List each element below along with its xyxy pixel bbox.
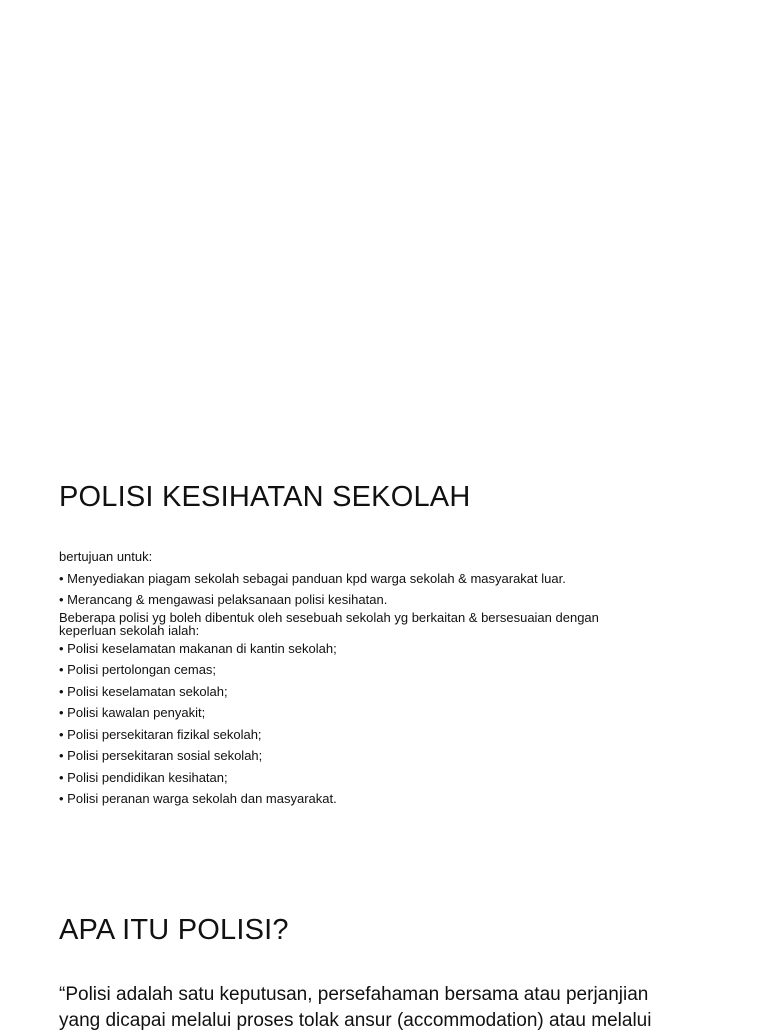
definition-quote <box>59 982 709 1034</box>
blank-slide <box>0 0 768 470</box>
list-item: • Merancang & mengawasi pelaksanaan polisi kesihatan. <box>59 589 719 611</box>
slide-title: APA ITU POLISI? <box>59 914 289 946</box>
list-item: • Polisi keselamatan sekolah; <box>59 681 719 703</box>
aims-list <box>59 568 719 611</box>
policies-list <box>59 638 719 810</box>
slide-body <box>59 546 719 810</box>
list-item: • Polisi persekitaran fizikal sekolah; <box>59 724 719 746</box>
list-item: • Polisi persekitaran sosial sekolah; <box>59 745 719 767</box>
quote-line: yang dicapai melalui proses tolak ansur (accommodation) atau melalui <box>59 1010 652 1031</box>
slide-title: POLISI KESIHATAN SEKOLAH <box>59 481 471 513</box>
list-item: • Menyediakan piagam sekolah sebagai panduan kpd warga sekolah & masyarakat luar. <box>59 568 719 590</box>
list-item: • Polisi peranan warga sekolah dan masyarakat. <box>59 788 719 810</box>
policies-intro-line: Beberapa polisi yg boleh dibentuk oleh sesebuah sekolah yg berkaitan & bersesuaian dengan <box>59 609 599 625</box>
list-item: • Polisi pendidikan kesihatan; <box>59 767 719 789</box>
list-item: • Polisi kawalan penyakit; <box>59 702 719 724</box>
intro-text: bertujuan untuk: <box>59 549 153 564</box>
list-item: • Polisi pertolongan cemas; <box>59 659 719 681</box>
quote-line: “Polisi adalah satu keputusan, persefahaman bersama atau perjanjian <box>59 984 649 1005</box>
list-item: • Polisi keselamatan makanan di kantin sekolah; <box>59 638 719 660</box>
policies-intro-line: keperluan sekolah ialah: <box>59 622 200 638</box>
